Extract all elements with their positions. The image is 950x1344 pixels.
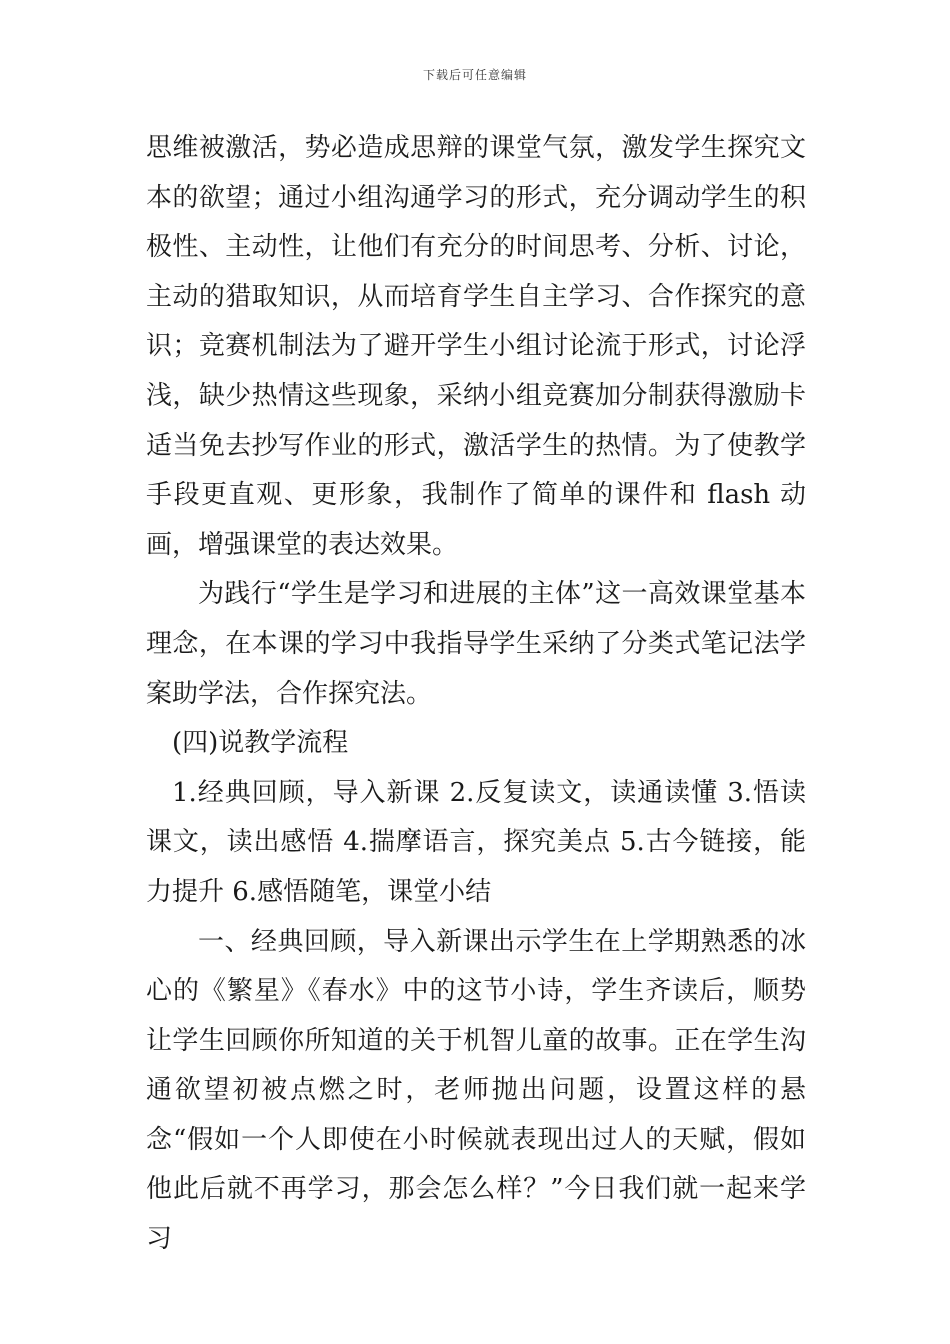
section-heading: (四)说教学流程 <box>172 728 349 759</box>
paragraph-2: 为践行“学生是学习和进展的主体”这一高效课堂基本理念，在本课的学习中我指导学生采纳了分类式笔记法学案助学法，合作探究法。 <box>146 579 806 709</box>
paragraph-steps: 1.经典回顾，导入新课 2.反复读文，读通读懂 3.悟读课文，读出感悟 4.揣摩语言，探究美点 5.古今链接，能力提升 6.感悟随笔，课堂小结 <box>146 777 806 907</box>
paragraph-1: 思维被激活，势必造成思辩的课堂气氛，激发学生探究文本的欲望；通过小组沟通学习的形式，充分调动学生的积极性、主动性，让他们有充分的时间思考、分析、讨论，主动的猎取知识，从而培育学生自主学习、合作探究的意识；竞赛机制法为了避开学生小组讨论流于形式，讨论浮浅，缺少热情这些现象，采纳小组竞赛加分制获得激励卡适当免去抄写作业的形式，激活学生的热情。为了使教学手段更直观、更形象，我制作了简单的课件和 flash 动画，增强课堂的表达效果。 <box>146 133 806 560</box>
page-header: 下载后可任意编辑 <box>422 68 527 82</box>
document-body <box>146 124 806 1265</box>
paragraph-5: 一、经典回顾，导入新课出示学生在上学期熟悉的冰心的《繁星》《春水》中的这节小诗，学生齐读后，顺势让学生回顾你所知道的关于机智儿童的故事。正在学生沟通欲望初被点燃之时，老师抛出问题，设置这样的悬念“假如一个人即使在小时候就表现出过人的天赋，假如他此后就不再学习，那会怎么样？”今日我们就一起来学习 <box>146 926 806 1255</box>
